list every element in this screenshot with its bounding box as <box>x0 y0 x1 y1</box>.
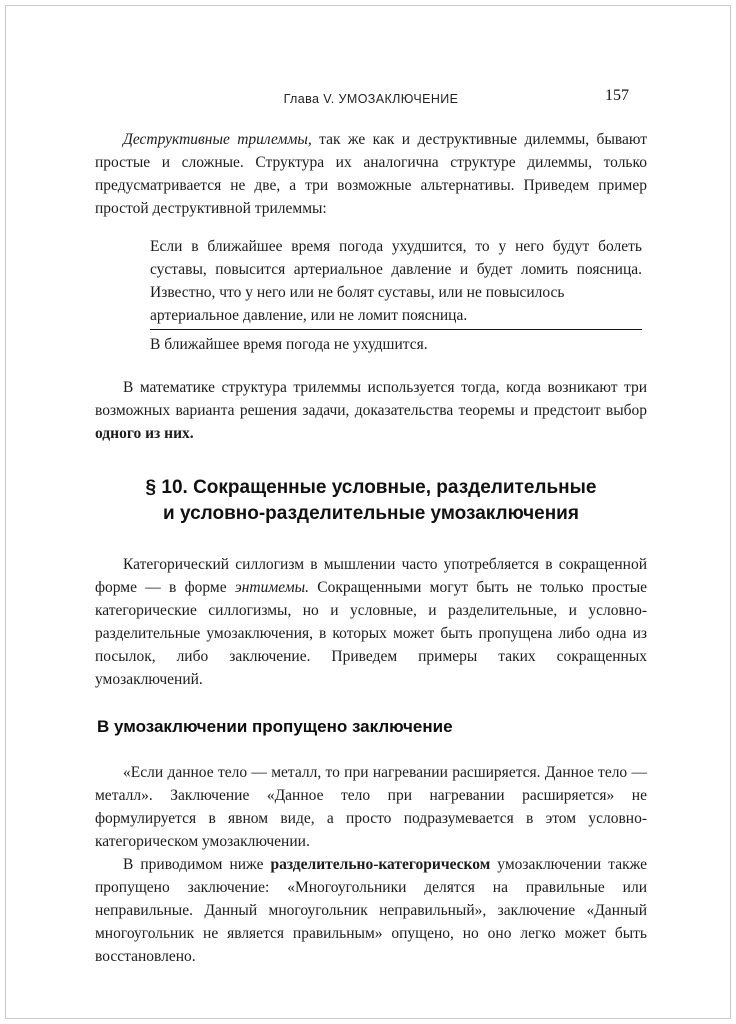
section-intro-italic: энтимемы. <box>234 579 309 596</box>
section-heading <box>95 475 647 527</box>
conditional-example-paragraph: «Если данное тело — металл, то при нагревании расширяется. Данное тело — металл». Заключение «Данное тело при нагревании расширяется» не формулируется в явном виде, а просто подразумевается в этом условно-категорическом умозаключении. <box>95 764 647 850</box>
chapter-title: Глава V. УМОЗАКЛЮЧЕНИЕ <box>283 92 459 106</box>
disjunctive-example-bold: разделительно-категорическом <box>270 856 491 873</box>
math-paragraph-emphasis: одного из них. <box>95 425 194 442</box>
disjunctive-example-paragraph <box>95 853 647 968</box>
trilemma-premises-underlined: артериальное давление, или не ломит поясница. <box>150 304 642 330</box>
running-header <box>95 87 647 110</box>
trilemma-example-block <box>150 235 642 356</box>
subheading-conclusion-omitted: В умозаключении пропущено заключение <box>97 717 453 736</box>
section-heading-line1: § 10. Сокращенные условные, разделительные <box>145 477 597 498</box>
intro-paragraph <box>95 128 647 220</box>
intro-text: так же как и деструктивные дилеммы, бывают простые и сложные. Структура их аналогична структуре дилеммы, только предусматривается не две, а три возможные альтернативы. Приведем пример простой деструктивной трилеммы: <box>95 131 648 217</box>
intro-lead-italic: Деструктивные трилеммы, <box>123 131 312 148</box>
page-number: 157 <box>605 87 629 104</box>
math-paragraph-text: В математике структура трилеммы используется тогда, когда возникают три возможных варианта решения задачи, доказательства теоремы и предстоит выбор <box>95 379 647 419</box>
trilemma-conclusion: В ближайшее время погода не ухудшится. <box>150 336 428 353</box>
math-paragraph <box>95 376 647 445</box>
disjunctive-example-part2: умозаключении также пропущено заключение: «Многоугольники делятся на правильные или неправильные. Данный многоугольник неправильный», заключение «Данный многоугольник не является правильным» опущено, но оно легко может быть восстановлено. <box>95 856 648 965</box>
section-intro-part2: Сокращенными могут быть не только простые категорические силлогизмы, но и условные, и разделительные, и условно-разделительные умозаключения, в которых может быть пропущена либо одна из посылок, либо заключение. Приведем примеры таких сокращенных умозаключений. <box>95 579 648 688</box>
page-content <box>95 87 648 968</box>
disjunctive-example-part1: В приводимом ниже <box>123 856 271 873</box>
trilemma-premises: Если в ближайшее время погода ухудшится, то у него будут болеть суставы, повысится артериальное давление и будет ломить поясница. Известно, что у него или не болят суставы, или не повысилось <box>150 238 642 301</box>
section-heading-line2: и условно-разделительные умозаключения <box>163 503 579 524</box>
section-intro-paragraph <box>95 553 647 691</box>
section-intro-part1: Категорический силлогизм в мышлении часто употребляется в сокращенной форме — в форме <box>95 556 647 596</box>
